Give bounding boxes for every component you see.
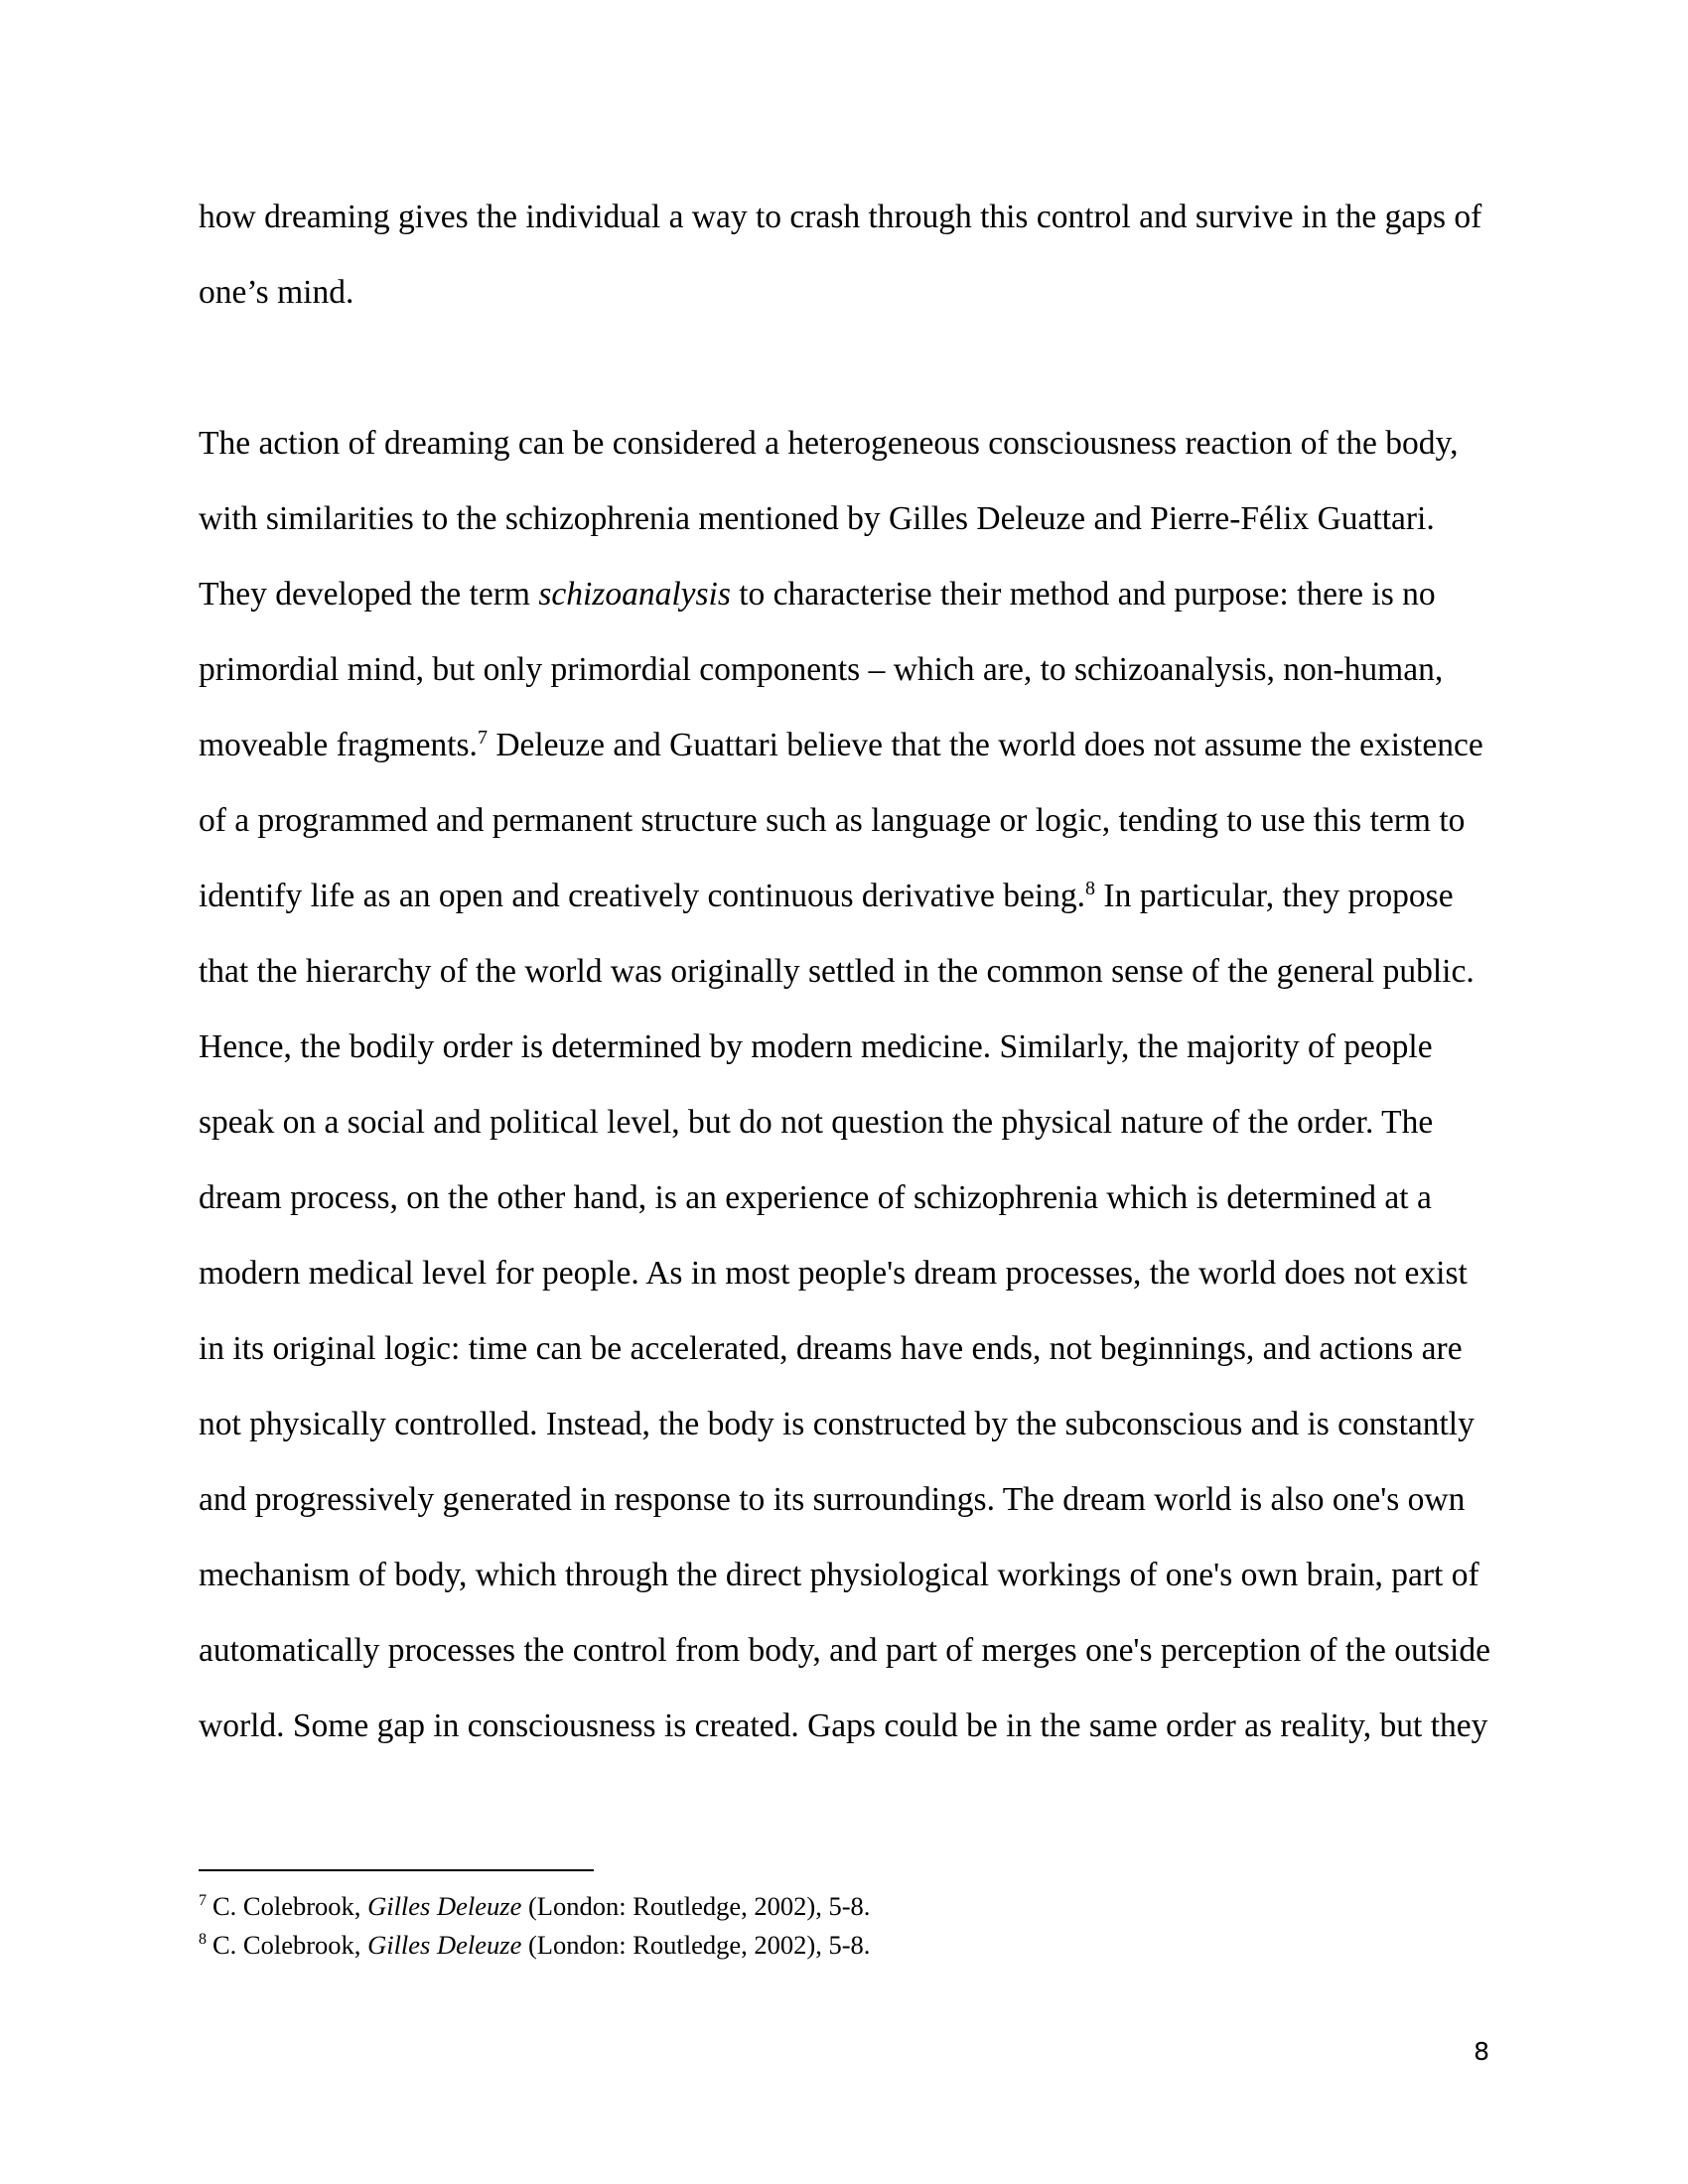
text-line xyxy=(199,878,1454,915)
footnote-title: Gilles Deleuze xyxy=(367,1891,522,1921)
footnote-text: C. Colebrook, xyxy=(212,1930,368,1960)
text-segment: to characterise their method and purpose: there is no xyxy=(730,576,1436,613)
footnote-text: C. Colebrook, xyxy=(212,1891,368,1921)
footnote-7 xyxy=(199,1891,870,1922)
footnote-reference-7[interactable]: 7 xyxy=(477,726,488,749)
text-segment: moveable fragments. xyxy=(199,727,478,763)
text-line: The action of dreaming can be considered a heterogeneous consciousness reaction of the body, xyxy=(199,425,1459,462)
text-line: automatically processes the control from body, and part of merges one's perception of the outside xyxy=(199,1632,1490,1669)
footnote-number: 7 xyxy=(199,1892,207,1910)
footnote-title: Gilles Deleuze xyxy=(367,1930,522,1960)
footnote-8 xyxy=(199,1930,870,1961)
text-line: mechanism of body, which through the direct physiological workings of one's own brain, part of xyxy=(199,1557,1479,1593)
text-line xyxy=(199,576,1436,614)
text-line: and progressively generated in response to its surroundings. The dream world is also one's own xyxy=(199,1481,1466,1518)
text-line: of a programmed and permanent structure such as language or logic, tending to use this term to xyxy=(199,802,1466,839)
text-line: speak on a social and political level, but do not question the physical nature of the order. The xyxy=(199,1104,1434,1141)
text-line: primordial mind, but only primordial components – which are, to schizoanalysis, non-human, xyxy=(199,651,1444,688)
footnote-text: (London: Routledge, 2002), 5-8. xyxy=(521,1891,871,1921)
italic-term: schizoanalysis xyxy=(538,576,731,613)
text-segment: Deleuze and Guattari believe that the world does not assume the existence xyxy=(487,727,1483,763)
text-line: Hence, the bodily order is determined by modern medicine. Similarly, the majority of people xyxy=(199,1028,1433,1065)
text-line: world. Some gap in consciousness is created. Gaps could be in the same order as reality, but they xyxy=(199,1707,1488,1744)
text-line: modern medical level for people. As in most people's dream processes, the world does not exist xyxy=(199,1255,1468,1292)
footnote-number: 8 xyxy=(199,1931,207,1949)
text-segment: They developed the term xyxy=(199,576,539,613)
text-line xyxy=(199,727,1483,764)
footnote-reference-8[interactable]: 8 xyxy=(1085,877,1096,899)
text-line: dream process, on the other hand, is an experience of schizophrenia which is determined at a xyxy=(199,1179,1432,1216)
footnote-separator xyxy=(199,1869,594,1871)
footnote-text: (London: Routledge, 2002), 5-8. xyxy=(521,1930,871,1960)
text-line: with similarities to the schizophrenia mentioned by Gilles Deleuze and Pierre-Félix Guattari. xyxy=(199,500,1435,537)
text-segment: identify life as an open and creatively continuous derivative being. xyxy=(199,878,1086,914)
text-line: how dreaming gives the individual a way to crash through this control and survive in the gaps of xyxy=(199,199,1482,235)
text-line: not physically controlled. Instead, the body is constructed by the subconscious and is constantly xyxy=(199,1406,1475,1442)
text-segment: In particular, they propose xyxy=(1095,878,1454,914)
page-number: 8 xyxy=(1474,2037,1489,2066)
text-line: one’s mind. xyxy=(199,274,354,311)
text-line: in its original logic: time can be accelerated, dreams have ends, not beginnings, and actions are xyxy=(199,1330,1463,1367)
text-line: that the hierarchy of the world was originally settled in the common sense of the general public. xyxy=(199,953,1475,990)
